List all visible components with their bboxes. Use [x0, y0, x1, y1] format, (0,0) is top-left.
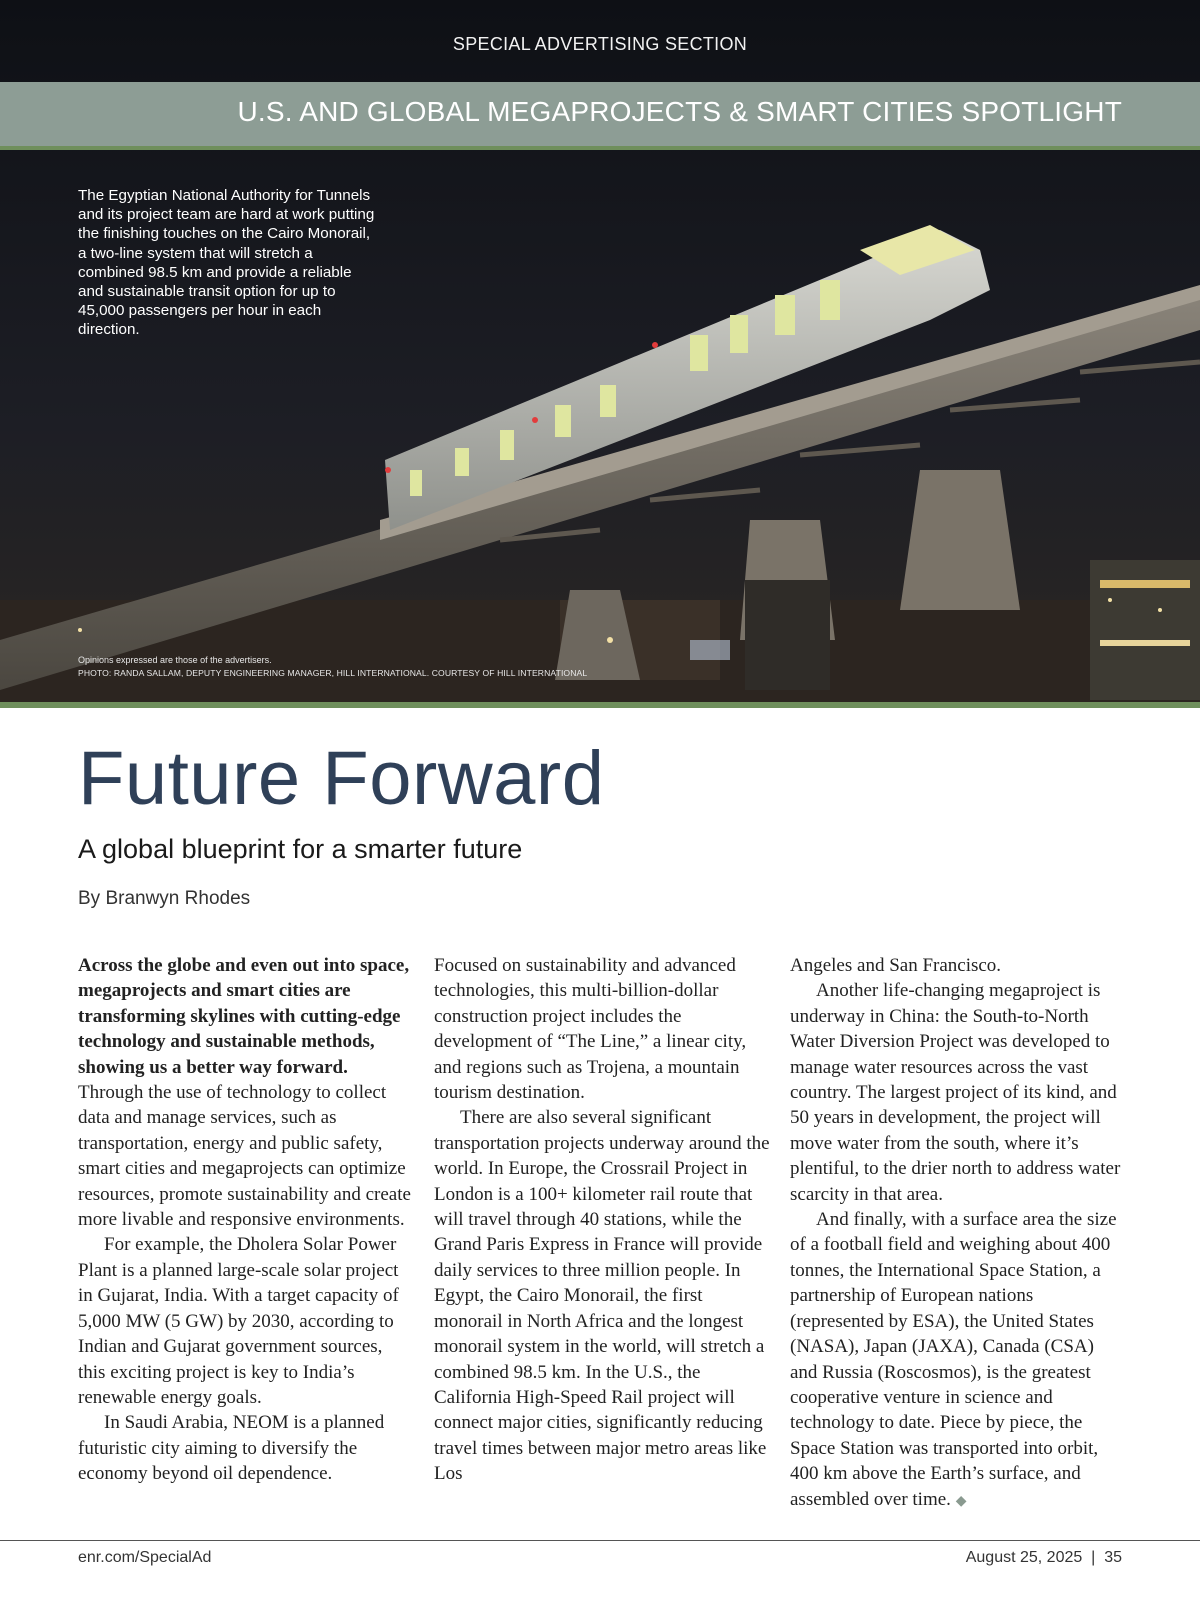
end-mark-icon: ◆ — [955, 1493, 967, 1509]
paragraph: For example, the Dholera Solar Power Plant is a planned large-scale solar project in Gujarat, India. With a target capacity of 5,000 MW (5 GW) by 2030, according to Indian and Gujarat government sources, this exciting project is key to India’s renewable energy goals. — [78, 1234, 399, 1408]
lede-paragraph — [78, 953, 414, 1232]
lede-bold-text: Across the globe and even out into space, megaprojects and smart cities are transforming skylines with cutting-edge technology and sustainable methods, showing us a better way forward. — [78, 955, 410, 1078]
paragraph-text: And finally, with a surface area the size of a football field and weighing about 400 tonnes, the International Space Station, a partnership of European nations (represented by ESA), the United States (NASA), Japan (JAXA), Canada (CSA) and Russia (Roscosmos), is the greatest cooperative venture in science and technology to date. Piece by piece, the Space Station was transported into orbit, 400 km above the Earth’s surface, and assembled over time. — [790, 1209, 1117, 1510]
advertiser-disclaimer: Opinions expressed are those of the advertisers. — [78, 655, 272, 665]
photo-caption: The Egyptian National Authority for Tunnels and its project team are hard at work putting the finishing touches on the Cairo Monorail, a two-line system that will stretch a combined 98.5 km and provide a reliable and sustainable transit option for up to 45,000 passengers per hour in each direction. — [78, 187, 375, 339]
body-column-2 — [434, 953, 770, 1487]
paragraph: There are also several significant transportation projects underway around the world. In Europe, the Crossrail Project in London is a 100+ kilometer rail route that will travel through 40 stations, while the Grand Paris Express in France will provide daily services to three million people. In Egypt, the Cairo Monorail, the first monorail in North Africa and the longest monorail system in the world, will stretch a combined 98.5 km. In the U.S., the California High-Speed Rail project will connect major cities, significantly reducing travel times between major metro areas like Los — [434, 1107, 770, 1485]
paragraph-final — [790, 1207, 1126, 1514]
banner-title: U.S. AND GLOBAL MEGAPROJECTS & SMART CITIES SPOTLIGHT — [237, 96, 1122, 127]
article-title: Future Forward — [78, 736, 605, 821]
accent-rule — [0, 702, 1200, 708]
paragraph: Another life-changing megaproject is underway in China: the South-to-North Water Diversion Project was developed to manage water resources across the vast country. The largest project of its kind, and 50 years in development, the project will move water from the south, where it’s plentiful, to the drier north to address water scarcity in that area. — [790, 980, 1121, 1205]
footer-rule — [0, 1540, 1200, 1541]
section-banner — [0, 82, 1200, 150]
paragraph: Focused on sustainability and advanced technologies, this multi-billion-dollar construction project includes the development of “The Line,” a linear city, and regions such as Trojena, a mountain tourism destination. — [434, 955, 747, 1104]
paragraph: Angeles and San Francisco. — [790, 955, 1002, 976]
article-subtitle: A global blueprint for a smarter future — [78, 834, 523, 864]
body-column-1 — [78, 953, 414, 1487]
footer-url: enr.com/SpecialAd — [78, 1549, 212, 1566]
hero-photo — [0, 0, 1200, 708]
lede-text: Through the use of technology to collect data and manage services, such as transportation, energy and public safety, smart cities and megaprojects can optimize resources, promote sustainability and create more livable and responsive environments. — [78, 1082, 411, 1231]
photo-credit-block — [78, 654, 587, 680]
paragraph: In Saudi Arabia, NEOM is a planned futuristic city aiming to diversify the economy beyond oil dependence. — [78, 1412, 385, 1485]
body-column-3 — [790, 953, 1126, 1514]
article-byline: By Branwyn Rhodes — [78, 888, 251, 909]
photo-credit: PHOTO: RANDA SALLAM, DEPUTY ENGINEERING MANAGER, HILL INTERNATIONAL. COURTESY OF HILL INTERNATIONAL — [78, 668, 588, 678]
footer-date-page: August 25, 2025 | 35 — [965, 1549, 1122, 1566]
special-advertising-label: SPECIAL ADVERTISING SECTION — [452, 34, 748, 54]
